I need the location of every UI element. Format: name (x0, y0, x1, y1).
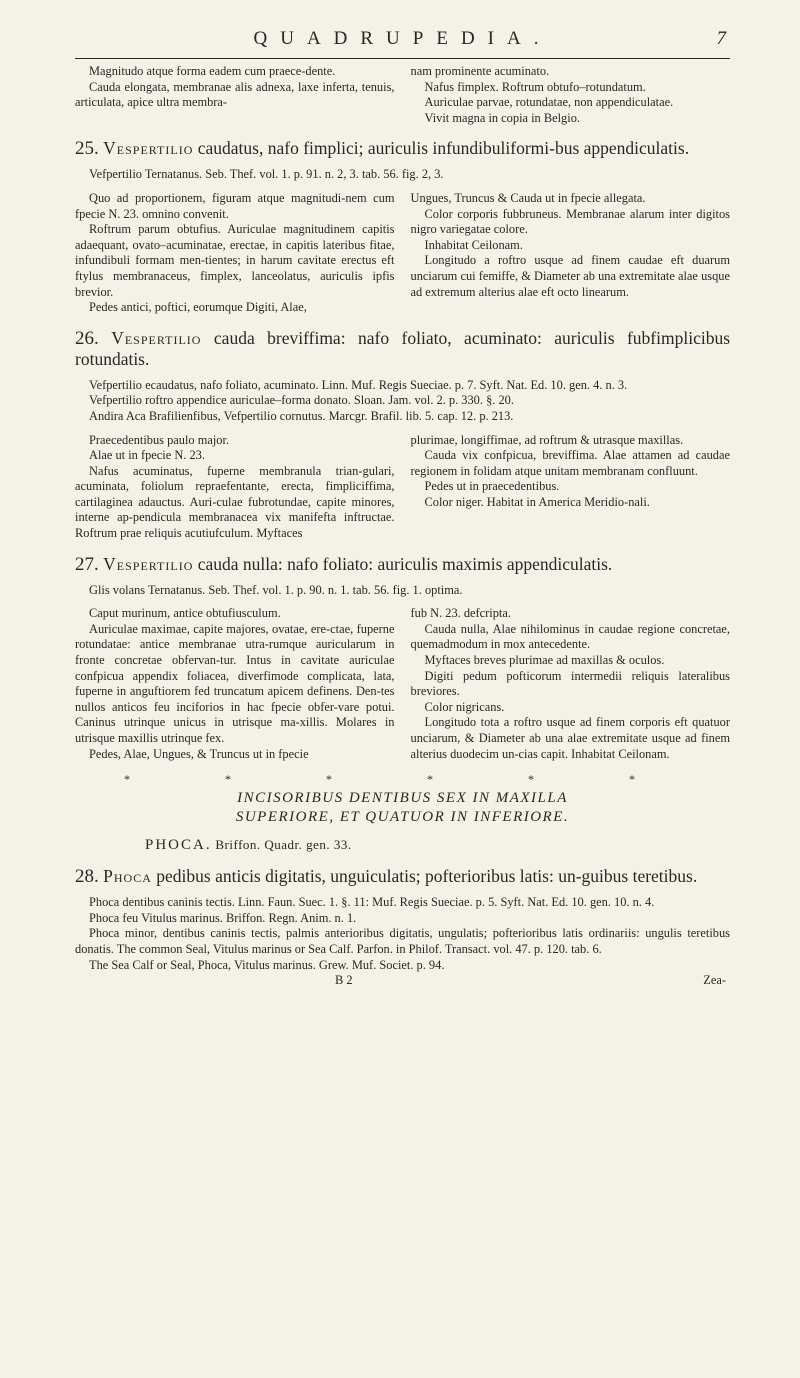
left-column (75, 606, 395, 762)
genus-heading (145, 837, 730, 854)
paragraph: Alae ut in fpecie N. 23. (89, 448, 205, 463)
paragraph: Pedes, Alae, Ungues, & Truncus ut in fpecie (89, 746, 309, 761)
species-number: 27. (75, 553, 99, 575)
running-head (75, 28, 730, 59)
description-block-27 (75, 606, 730, 762)
species-heading-28 (75, 866, 730, 887)
paragraph: Praecedentibus paulo major. (89, 432, 230, 447)
synonym-line: Phoca dentibus caninis tectis. Linn. Faun. Suec. 1. §. 11: Muf. Regis Sueciae. p. 5. Syft. Nat. Ed. 10. gen. 10. n. 4. (89, 895, 655, 910)
paragraph: Auriculae parvae, rotundatae, non appendiculatae. (424, 95, 674, 110)
catchword: Zea- (703, 973, 726, 988)
species-heading-26 (75, 328, 730, 370)
genus-name: Vespertilio (103, 553, 194, 574)
species-number: 25. (75, 138, 99, 160)
right-column (411, 191, 731, 316)
paragraph: Magnitudo atque forma eadem cum praece-dente. (89, 64, 336, 78)
paragraph: Color corporis fubbruneus. Membranae alarum inter digitos nigro variegatae colore. (410, 206, 730, 237)
right-column (411, 433, 731, 542)
paragraph: fub N. 23. defcripta. (410, 606, 511, 621)
genus-name: Vespertilio (103, 138, 194, 159)
synonym-line: Andira Aca Brafilienfibus, Vefpertilio cornutus. Marcgr. Brafil. lib. 5. cap. 12. p. 213. (89, 408, 514, 423)
paragraph: Cauda nulla, Alae nihilominus in caudae regione concretae, quemadmodum in mox antecedente. (410, 621, 730, 652)
paragraph: Quo ad proportionem, figuram atque magnitudi-nem cum fpecie N. 23. omnino convenit. (75, 190, 395, 221)
genus-title: PHOCA. (145, 837, 212, 854)
synonym-line: The Sea Calf or Seal, Phoca, Vitulus marinus. Grew. Muf. Societ. p. 94. (89, 957, 445, 972)
paragraph: Roftrum parum obtufius. Auriculae magnitudinem capitis adaequant, ovato–acuminatae, erectae, in capitis lateribus fitae, infundibuli formam men-tientes; in harum cavitate erectus eft ftylus membranaceus, fimplex, lanceolatus, auriculis ipfis brevior. (75, 222, 395, 299)
paragraph: Caput murinum, antice obtufiusculum. (89, 606, 281, 621)
page-content (75, 64, 730, 991)
paragraph: Nafus fimplex. Roftrum obtufo–rotundatum. (424, 79, 646, 94)
continuation-block (75, 64, 730, 126)
page-number: 7 (716, 28, 726, 49)
page-footer (75, 973, 730, 991)
paragraph: Cauda vix confpicua, breviffima. Alae attamen ad caudae regionem in folidam atque unitam membranam confluunt. (410, 448, 730, 478)
left-column (75, 433, 395, 542)
description-block-25 (75, 191, 730, 316)
species-heading-25 (75, 138, 730, 159)
paragraph: Cauda elongata, membranae alis adnexa, laxe inferta, tenuis, articulata, apice ultra membra- (75, 79, 395, 110)
right-column (411, 64, 731, 126)
paragraph: Ungues, Truncus & Cauda ut in fpecie allegata. (410, 190, 646, 205)
species-number: 28. (75, 866, 99, 888)
synonym-line: Phoca minor, dentibus caninis tectis, palmis anterioribus digitatis, ungulatis; pofterioribus latis ordinariis: ungulis teretibus donatis. The common Seal, Vitulus marinus or Sea Calf. Parfon. in Philof. Transact. vol. 47. p. 120. tab. 6. (75, 926, 730, 956)
description-block-26 (75, 433, 730, 542)
left-column (75, 191, 395, 316)
signature-mark: B 2 (335, 973, 353, 988)
synonym-line: Glis volans Ternatanus. Seb. Thef. vol. 1. p. 90. n. 1. tab. 56. fig. 1. optima. (89, 582, 463, 597)
ornament-stars: * * * * * * (124, 772, 681, 787)
paragraph: Pedes ut in praecedentibus. (424, 479, 560, 494)
species-number: 26. (75, 327, 99, 349)
paragraph: Pedes antici, poftici, eorumque Digiti, Alae, (89, 300, 307, 315)
species-diagnosis: pedibus anticis digitatis, unguiculatis; pofterioribus latis: un-guibus teretibus. (156, 866, 698, 887)
paragraph: Nafus acuminatus, fuperne membranula trian-gulari, acuminata, foliolum repraefentante, erecta, fimpliciffima, cartilaginea adauctus. Auri-culae fubrotundae, capite minores, interne ap-pendicula membranacea vix manifefta inftructae. Roftrum prae reliquis acutiufculum. Myftaces (75, 463, 395, 541)
paragraph: Longitudo tota a roftro usque ad finem corporis eft quatuor unciarum, & Diameter ab una alae extremitate usque ad finem alterius duodecim un-cias capit. Inhabitat Ceilonam. (410, 715, 730, 761)
species-heading-27 (75, 554, 730, 575)
page-header-title: QUADRUPEDIA. (253, 28, 552, 49)
synonym-line: Vefpertilio ecaudatus, nafo foliato, acuminato. Linn. Muf. Regis Sueciae. p. 7. Syft. Nat. Ed. 10. gen. 4. n. 3. (89, 377, 628, 392)
paragraph: Longitudo a roftro usque ad finem caudae eft duarum unciarum cui femiffe, & Diameter ab una extremitate alae usque ad extremum alterius alae eft octo linearum. (410, 253, 730, 299)
right-column (411, 606, 731, 762)
synonym-line: Vefpertilio Ternatanus. Seb. Thef. vol. 1. p. 91. n. 2, 3. tab. 56. fig. 2, 3. (89, 167, 444, 182)
paragraph: Myftaces breves plurimae ad maxillas & oculos. (424, 653, 665, 668)
paragraph: Auriculae maximae, capite majores, ovatae, ere-ctae, fuperne rotundatae: antice membranae utra-rumque auricularum in fronte concretae obfervan-tur. Intus in cavitate auriculae confpicua appendix foliacea, diverfimode complicata, lata, fuperne in anguftiorem fed truncatum apicem definens. Den-tes nullos anticos feu inciforios in hac fpecie obfer-vare potui. Caninus utrinque unicus in utrisque ma-xillis. Molares in utrisque maxillis utrinque fex. (75, 621, 395, 745)
synonym-line: Phoca feu Vitulus marinus. Briffon. Regn. Anim. n. 1. (89, 910, 357, 925)
paragraph: Color nigricans. (424, 699, 505, 714)
genus-name: Phoca (103, 866, 152, 887)
division-heading-line2: SUPERIORE, ET QUATUOR IN INFERIORE. (235, 809, 570, 826)
left-column (75, 64, 395, 126)
genus-name: Vespertilio (111, 327, 202, 348)
genus-reference: Briffon. Quadr. gen. 33. (215, 837, 352, 853)
paragraph: Vivit magna in copia in Belgio. (424, 110, 580, 125)
synonym-line: Vefpertilio roftro appendice auriculae–forma donato. Sloan. Jam. vol. 2. p. 330. §. 20. (89, 393, 514, 408)
paragraph: Color niger. Habitat in America Meridio-nali. (424, 494, 650, 509)
paragraph: Digiti pedum pofticorum intermedii reliquis lateralibus breviores. (410, 668, 730, 699)
paragraph: nam prominente acuminato. (410, 64, 550, 78)
species-diagnosis: caudatus, nafo fimplici; auriculis infundibuliformi-bus appendiculatis. (197, 138, 690, 159)
species-diagnosis: cauda nulla: nafo foliato: auriculis maximis appendiculatis. (197, 553, 613, 574)
paragraph: plurimae, longiffimae, ad roftrum & utrasque maxillas. (410, 432, 684, 447)
division-heading-line1: INCISORIBUS DENTIBUS SEX IN MAXILLA (237, 790, 568, 807)
species-diagnosis: cauda breviffima: nafo foliato, acuminato: auriculis fubfimplicibus rotundatis. (75, 327, 731, 369)
paragraph: Inhabitat Ceilonam. (424, 237, 523, 252)
